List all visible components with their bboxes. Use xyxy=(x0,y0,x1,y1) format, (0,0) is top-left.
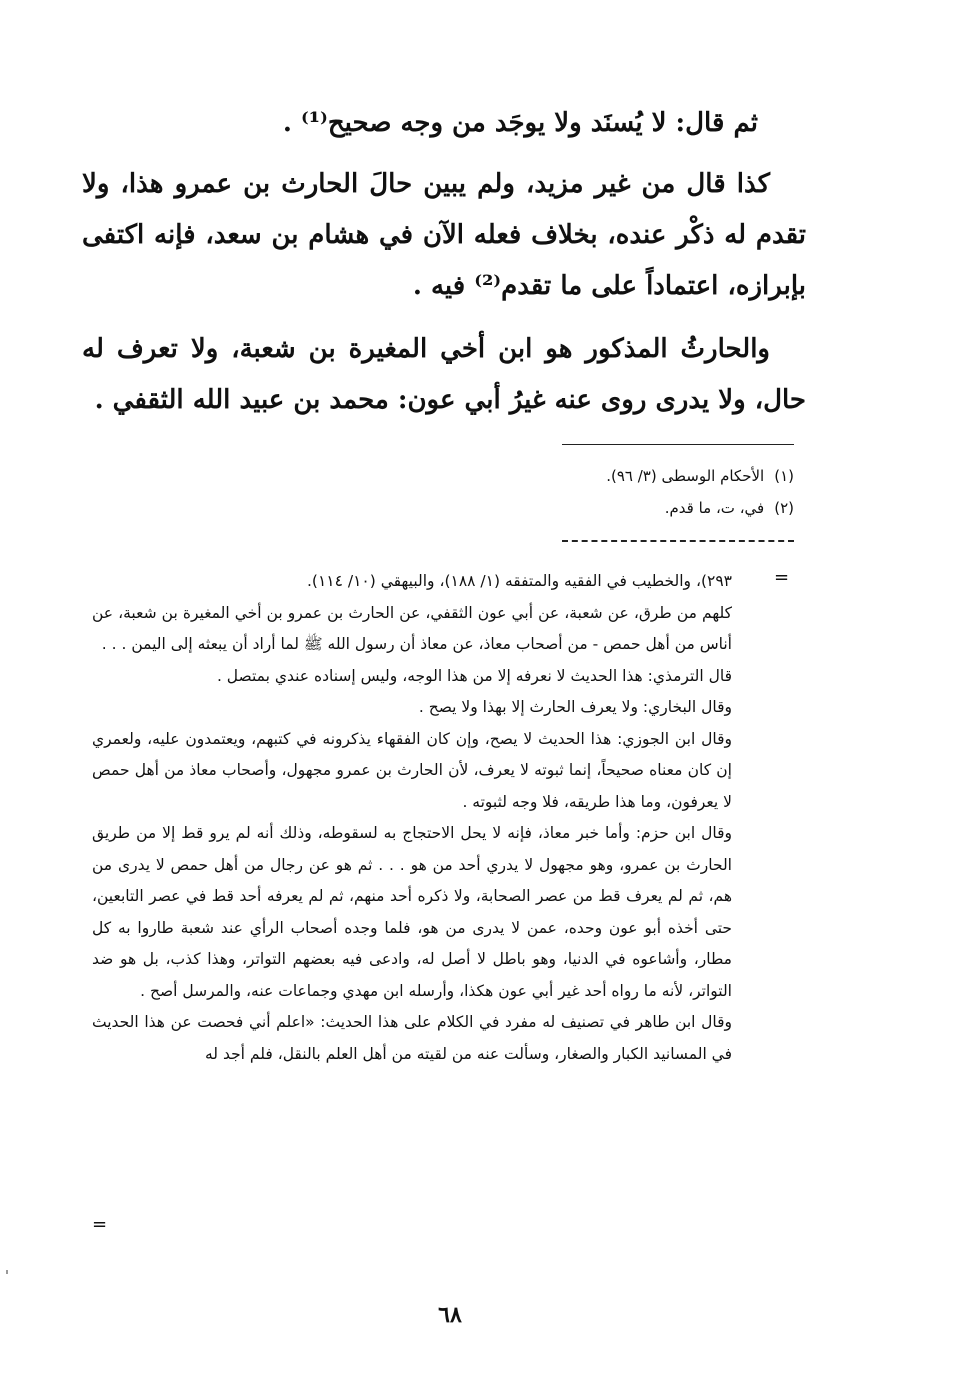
continued-paragraph: وقال ابن حزم: وأما خبر معاذ، فإنه لا يحل الاحتجاج به لسقوطه، وذلك أنه لم يرو قط إلا من طريق الحارث بن عمرو، وهو مجهول لا يدري أحد من هو . . . ثم هو عن رجال من أهل حمص لا يدرى من هم، ثم لم يعرف قط من عصر الصحابة، ولا ذكره أحد منهم، ثم لم يعرفه أحد قط في عصر التابعين، حتى أخذه أبو عون وحده، عمن لا يدرى من هو، فلما وجده أصحاب الرأي عند شعبة طاروا به كل مطار، وأشاعوه في الدنيا، وهو باطل لا أصل له، وادعى فيه بعضهم التواتر، وهذا كذب، بل هو ضد التواتر، لأنه ما رواه أحد غير أبي عون هكذا، وأرسله ابن مهدي وجماعات عنه، والمرسل أصح . xyxy=(92,824,732,1000)
continued-paragraph: كلهم من طرق، عن شعبة، عن أبي عون الثقفي، عن الحارث بن عمرو بن أخي المغيرة بن شعبة، عن أناس من أهل حمص - من أصحاب معاذ، عن معاذ أن رسول الله ﷺ لما أراد أن يبعثه إلى اليمن . . . xyxy=(92,603,732,653)
footnotes xyxy=(300,460,794,524)
continued-footnote xyxy=(92,566,732,1070)
continued-paragraph: وقال ابن طاهر في تصنيف له مفرد في الكلام على هذا الحديث: «اعلم أني فحصت عن هذا الحديث في المسانيد الكبار والصغار، وسألت عنه من لقيته من أهل العلم بالنقل، فلم أجد له xyxy=(92,1013,732,1063)
continuation-start-marker: = xyxy=(774,567,790,588)
page-number: ٦٨ xyxy=(438,1302,462,1328)
footnote-text: الأحكام الوسطى (٣/ ٩٦). xyxy=(606,467,765,485)
continued-paragraph: وقال البخاري: ولا يعرف الحارث إلا بهذا ولا يصح . xyxy=(418,698,732,716)
footnote-text: في، ت، ما قدم. xyxy=(664,499,765,517)
footnote-number: (١) xyxy=(774,467,794,485)
continued-paragraph: قال الترمذي: هذا الحديث لا نعرفه إلا من هذا الوجه، وليس إسناده عندي بمتصل . xyxy=(216,666,732,685)
main-text xyxy=(82,98,806,426)
dashed-divider xyxy=(562,540,794,542)
scan-artifact xyxy=(6,1270,8,1274)
footnote-divider xyxy=(562,444,794,445)
continued-paragraph: وقال ابن الجوزي: هذا الحديث لا يصح، وإن كان الفقهاء يذكرونه في كتبهم، ويعتمدون عليه، ولعمري إن كان معناه صحيحاً، إنما ثبوته لا يعرف، لأن الحارث بن عمرو مجهول، وأصحاب معاذ من أهل حمص لا يعرفون، وما هذا طريقه، فلا وجه لثبوته . xyxy=(92,729,732,811)
main-paragraph-3: والحارثُ المذكور هو ابن أخي المغيرة بن شعبة، ولا تعرف له حال، ولا يدرى روى عنه غيرُ أبي عون: محمد بن عبيد الله الثقفي . xyxy=(82,334,806,415)
footnote-2 xyxy=(300,492,794,524)
continued-paragraph: ٢٩٣)، والخطيب في الفقيه والمتفقه (١/ ١٨٨)، والبيهقي (١٠/ ١١٤). xyxy=(306,572,732,590)
continuation-end-marker: = xyxy=(92,1214,108,1235)
footnote-number: (٢) xyxy=(774,499,794,517)
main-line-1: ثم قال: لا يُسنَد ولا يوجَد من وجه صحيح⁽¹⁾ . xyxy=(282,108,758,138)
footnote-1 xyxy=(300,460,794,492)
main-paragraph-2: كذا قال من غير مزيد، ولم يبين حالَ الحارث بن عمرو هذا، ولا تقدم له ذكْر عنده، بخلاف فعله الآن في هشام بن سعد، فإنه اكتفى بإبرازه، اعتماداً على ما تقدم⁽²⁾ فيه . xyxy=(82,169,806,301)
